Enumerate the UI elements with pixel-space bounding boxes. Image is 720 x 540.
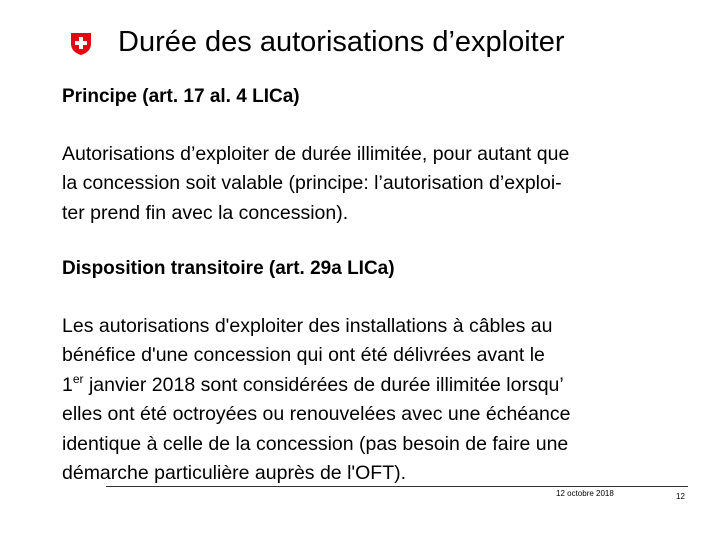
body-line: démarche particulière auprès de l'OFT). xyxy=(62,462,407,485)
footer-divider xyxy=(106,486,688,487)
footer-page-number: 12 xyxy=(676,492,685,501)
body-line: identique à celle de la concession (pas besoin de faire une xyxy=(62,432,569,455)
footer-date: 12 octobre 2018 xyxy=(556,489,614,498)
section-body-principe xyxy=(62,140,569,228)
body-line: Les autorisations d'exploiter des installations à câbles au xyxy=(62,315,553,337)
section-body-disposition xyxy=(62,312,570,488)
date-day: 1 xyxy=(62,373,73,396)
body-line: elles ont été octroyées ou renouvelées avec une échéance xyxy=(62,403,571,426)
slide-title: Durée des autorisations d’exploiter xyxy=(118,26,565,58)
body-line: Autorisations d’exploiter de durée illimitée, pour autant que xyxy=(62,143,570,165)
swiss-cross-shield-icon xyxy=(70,32,92,56)
ordinal-superscript: er xyxy=(72,371,84,386)
body-line-date xyxy=(62,371,570,400)
body-line: la concession soit valable (principe: l’autorisation d’exploi- xyxy=(62,172,562,195)
date-rest: janvier 2018 sont considérées de durée illimitée lorsqu’ xyxy=(83,373,564,396)
section-heading-disposition: Disposition transitoire (art. 29a LICa) xyxy=(62,258,395,279)
body-line: ter prend fin avec la concession). xyxy=(62,201,349,224)
body-line: bénéfice d'une concession qui ont été délivrées avant le xyxy=(62,344,545,367)
section-heading-principe: Principe (art. 17 al. 4 LICa) xyxy=(62,86,300,107)
